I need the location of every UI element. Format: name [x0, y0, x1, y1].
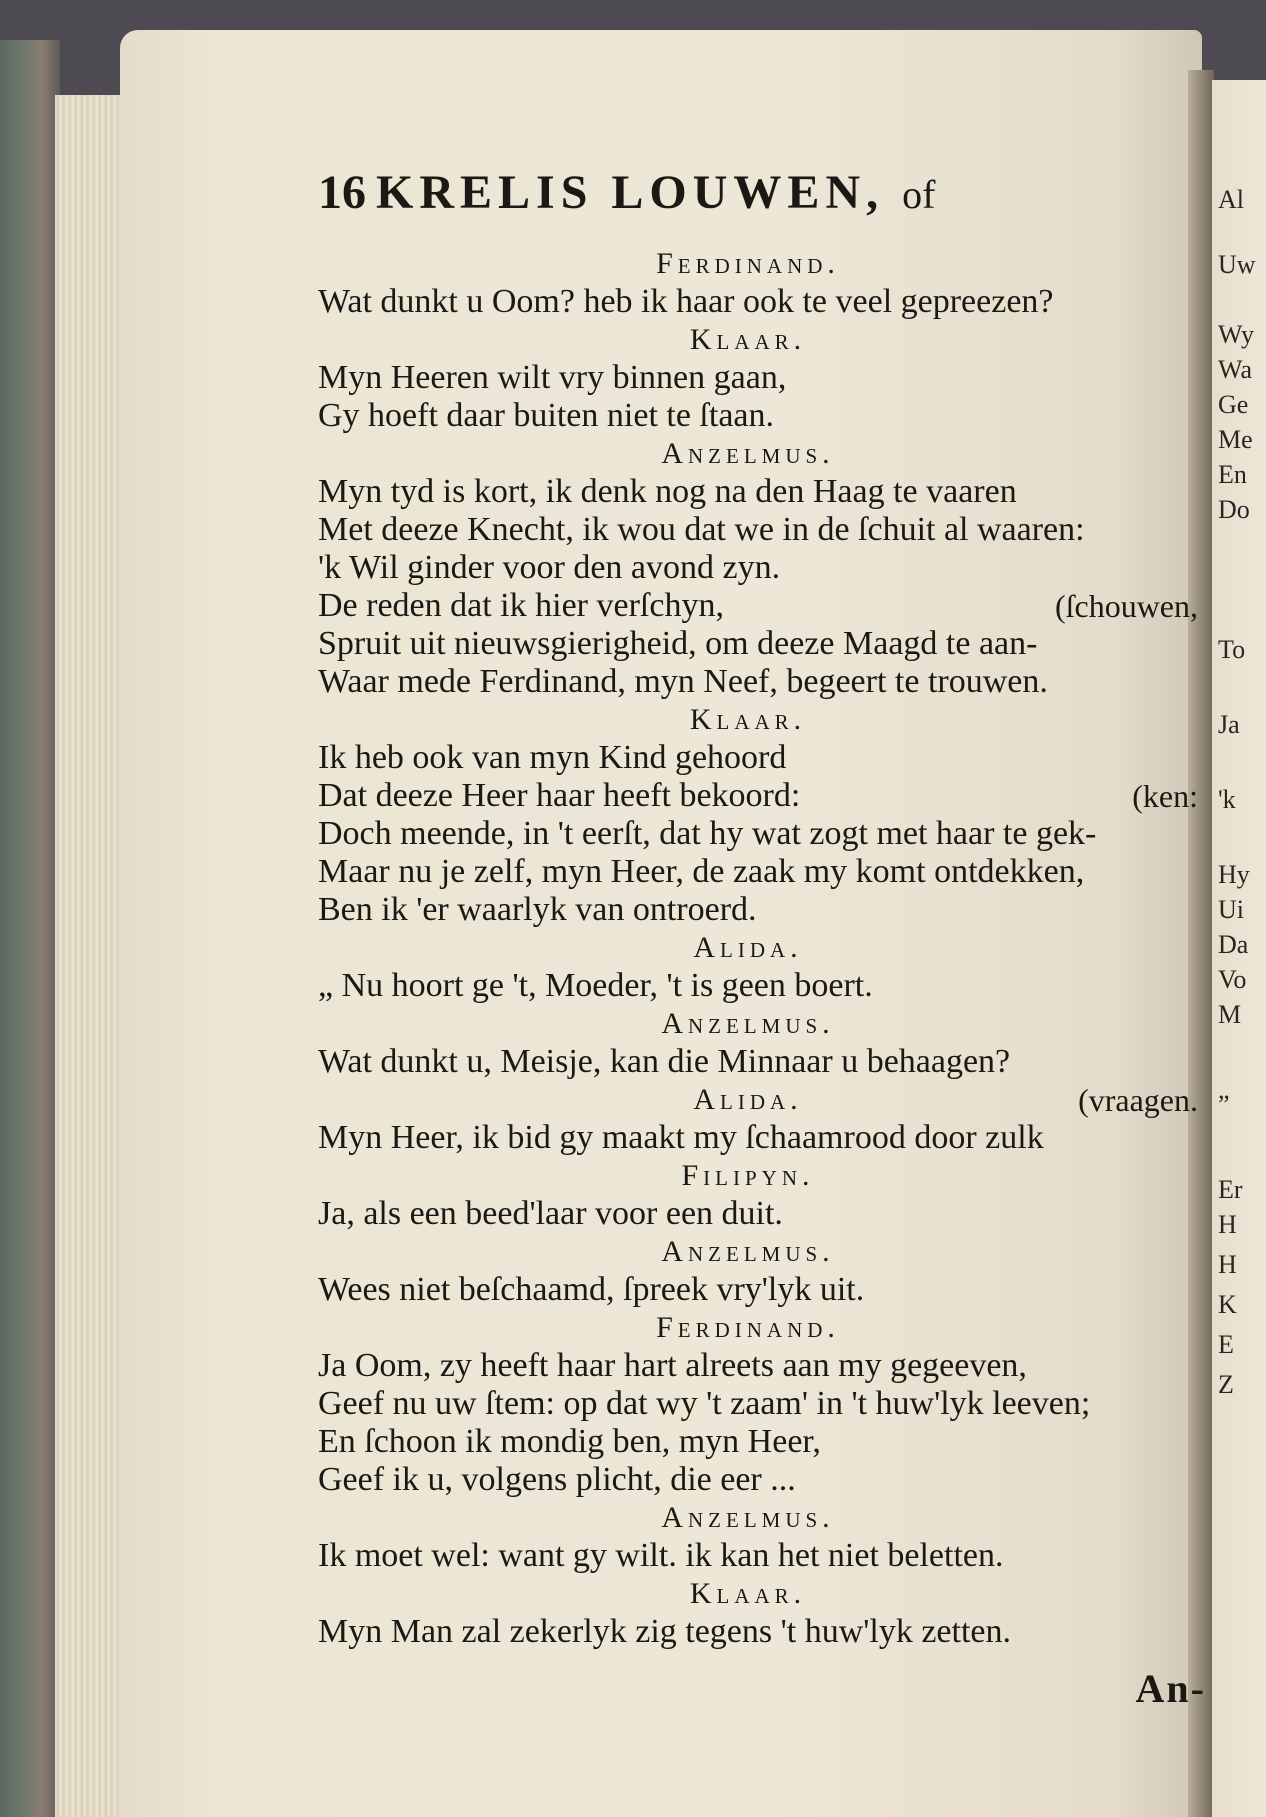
verse-text: Myn tyd is kort, ik denk nog na den Haag te vaaren [318, 473, 1017, 510]
speaker-line [318, 435, 1198, 473]
verse-text: „ Nu hoort ge 't, Moeder, 't is geen boert. [318, 967, 873, 1004]
verse-text: Ben ik 'er waarlyk van ontroerd. [318, 891, 757, 928]
facing-fragment: Wy [1218, 320, 1254, 349]
verse-text: 'k Wil ginder voor den avond zyn. [318, 549, 781, 586]
verse-line [318, 1271, 1198, 1309]
verse-line [318, 1423, 1198, 1461]
verse-line [318, 511, 1198, 549]
facing-fragment: Uw [1218, 250, 1256, 279]
speaker-name: Klaar. [689, 1577, 807, 1610]
verse-text: En ſchoon ik mondig ben, myn Heer, [318, 1423, 821, 1460]
verse-text: Wat dunkt u Oom? heb ik haar ook te veel gepreezen? [318, 283, 1054, 320]
facing-fragment: Da [1218, 930, 1249, 959]
facing-fragment: Vo [1218, 965, 1247, 994]
speaker-line [318, 701, 1198, 739]
verse-line [318, 1537, 1198, 1575]
speaker-line [318, 1157, 1198, 1195]
page-number: 16 [318, 166, 366, 219]
verse-text: Gy hoeft daar buiten niet te ſtaan. [318, 397, 774, 434]
verse-text: Geef ik u, volgens plicht, die eer ... [318, 1461, 796, 1498]
verse-text: Myn Heeren wilt vry binnen gaan, [318, 359, 787, 396]
facing-fragment: Er [1218, 1175, 1243, 1204]
verse-line [318, 549, 1198, 587]
verse-text: Waar mede Ferdinand, myn Neef, begeert te trouwen. [318, 663, 1048, 700]
turnover-text: (ſchouwen, [1054, 588, 1198, 624]
running-title: KRELIS LOUWEN, [376, 166, 885, 219]
play-text [318, 245, 1198, 1651]
verse-text: Ja Oom, zy heeft haar hart alreets aan my gegeeven, [318, 1347, 1027, 1384]
turnover-text: (vraagen. [1078, 1082, 1198, 1118]
speaker-name: Anzelmus. [661, 437, 835, 470]
speaker-name: Anzelmus. [661, 1007, 835, 1040]
verse-line [318, 853, 1198, 891]
facing-fragment: To [1218, 635, 1246, 664]
page-text [318, 165, 1198, 1651]
speaker-line [318, 1575, 1198, 1613]
speaker-line [318, 1309, 1198, 1347]
verse-line [318, 1461, 1198, 1499]
facing-fragment: Ui [1218, 895, 1244, 924]
verse-text: Doch meende, in 't eerſt, dat hy wat zogt met haar te gek- [318, 815, 1097, 852]
speaker-name: Ferdinand. [656, 247, 840, 280]
verse-text: De reden dat ik hier verſchyn, [318, 587, 724, 624]
verse-line [318, 359, 1198, 397]
verse-line [318, 739, 1198, 777]
verse-text: Ja, als een beed'laar voor een duit. [318, 1195, 783, 1232]
verse-text: Wat dunkt u, Meisje, kan die Minnaar u behaagen? [318, 1043, 1011, 1080]
verse-text: Wees niet beſchaamd, ſpreek vry'lyk uit. [318, 1271, 865, 1308]
verse-text: Ik heb ook van myn Kind gehoord [318, 739, 787, 776]
speaker-name: Klaar. [689, 703, 807, 736]
speaker-line [318, 1233, 1198, 1271]
speaker-name: Anzelmus. [661, 1235, 835, 1268]
verse-text: Ik moet wel: want gy wilt. ik kan het niet beletten. [318, 1537, 1004, 1574]
verse-line [318, 663, 1198, 701]
speaker-line [318, 1081, 1198, 1119]
facing-fragment: M [1218, 1000, 1242, 1029]
facing-fragment: Me [1218, 425, 1253, 454]
verse-text: Geef nu uw ſtem: op dat wy 't zaam' in 't huw'lyk leeven; [318, 1385, 1091, 1422]
speaker-line [318, 1005, 1198, 1043]
verse-text: Maar nu je zelf, myn Heer, de zaak my komt ontdekken, [318, 853, 1085, 890]
speaker-line [318, 1499, 1198, 1537]
facing-fragment: 'k [1218, 785, 1236, 814]
verse-text: Spruit uit nieuwsgierigheid, om deeze Maagd te aan- [318, 625, 1038, 662]
verse-text: Dat deeze Heer haar heeft bekoord: [318, 777, 801, 814]
verse-line [318, 625, 1198, 663]
facing-fragment: Hy [1218, 860, 1250, 889]
facing-fragment: Al [1218, 185, 1244, 214]
verse-line [318, 283, 1198, 321]
verse-line [318, 1347, 1198, 1385]
verse-line [318, 1119, 1198, 1157]
verse-line [318, 815, 1198, 853]
speaker-line [318, 245, 1198, 283]
speaker-name: Anzelmus. [661, 1501, 835, 1534]
facing-fragment: H [1218, 1210, 1237, 1239]
speaker-name: Klaar. [689, 323, 807, 356]
speaker-name: Filipyn. [681, 1159, 815, 1192]
catchword: An- [1135, 1666, 1206, 1711]
verse-line [318, 1613, 1198, 1651]
verse-line [318, 587, 1198, 625]
verse-line [318, 891, 1198, 929]
facing-fragment: K [1218, 1290, 1237, 1319]
facing-fragment: Z [1218, 1370, 1234, 1399]
verse-line [318, 1385, 1198, 1423]
running-header [318, 165, 1198, 245]
verse-line [318, 473, 1198, 511]
verse-text: Myn Man zal zekerlyk zig tegens 't huw'lyk zetten. [318, 1613, 1011, 1650]
facing-fragment: Ja [1218, 710, 1240, 739]
facing-page [1212, 80, 1266, 1817]
running-title-suffix: of [902, 172, 936, 217]
speaker-line [318, 321, 1198, 359]
facing-fragment: En [1218, 460, 1247, 489]
verse-text: Myn Heer, ik bid gy maakt my ſchaamrood door zulk [318, 1119, 1044, 1156]
speaker-name: Alida. [693, 1083, 803, 1116]
verse-text: Met deeze Knecht, ik wou dat we in de ſchuit al waaren: [318, 511, 1085, 548]
speaker-name: Alida. [693, 931, 803, 964]
speaker-name: Ferdinand. [656, 1311, 840, 1344]
facing-fragment: Ge [1218, 390, 1249, 419]
facing-fragment: H [1218, 1250, 1237, 1279]
facing-fragment: Do [1218, 495, 1250, 524]
facing-fragment: E [1218, 1330, 1234, 1359]
verse-line [318, 1043, 1198, 1081]
verse-line [318, 397, 1198, 435]
turnover-text: (ken: [1132, 778, 1198, 814]
speaker-line [318, 929, 1198, 967]
verse-line [318, 777, 1198, 815]
facing-fragment: „ [1218, 1075, 1230, 1104]
verse-line [318, 1195, 1198, 1233]
facing-fragment: Wa [1218, 355, 1252, 384]
book-cover-edge [0, 40, 60, 1817]
verse-line [318, 967, 1198, 1005]
